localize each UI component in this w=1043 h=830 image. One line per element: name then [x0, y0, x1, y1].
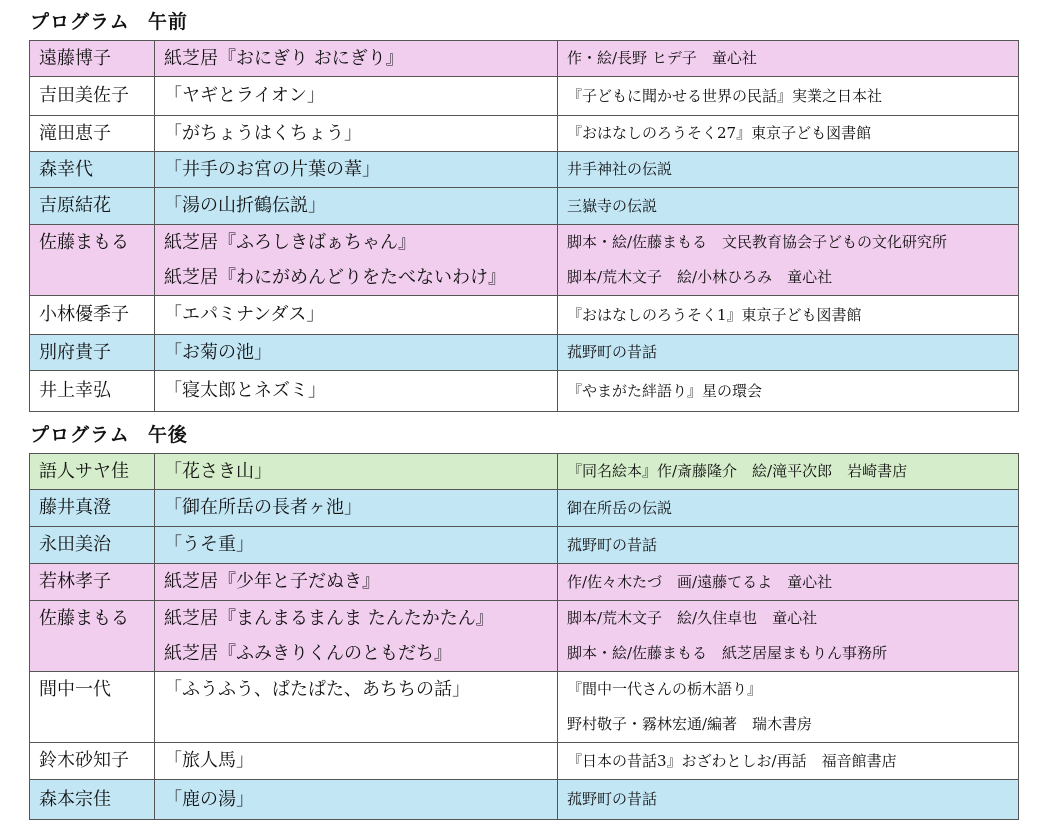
- source-cell: [558, 225, 1019, 296]
- source-credit: 菰野町の昔話: [567, 790, 658, 808]
- program-row: [30, 564, 1019, 601]
- performer-cell: [30, 188, 155, 225]
- title-cell: [155, 152, 558, 188]
- title-cell: [155, 743, 558, 780]
- performer-cell: [30, 672, 155, 743]
- source-cell: [558, 454, 1019, 490]
- story-title: 「湯の山折鶴伝説」: [164, 195, 326, 216]
- story-title: 「ヤギとライオン」: [164, 85, 325, 106]
- performer-cell: [30, 564, 155, 601]
- performer-cell: [30, 296, 155, 335]
- source-credit: 『日本の昔話3』おざわとしお/再話 福音館書店: [567, 752, 897, 770]
- performer-name: 佐藤まもる: [39, 608, 129, 629]
- story-title: 紙芝居『ふみきりくんのともだち』: [164, 643, 452, 664]
- program-row: [30, 41, 1019, 77]
- morning-program-table: [29, 40, 1019, 412]
- performer-cell: [30, 152, 155, 188]
- performer-cell: [30, 77, 155, 116]
- title-cell: [155, 188, 558, 225]
- performer-name: 井上幸弘: [39, 380, 111, 401]
- source-credit: 『同名絵本』作/斎藤隆介 絵/滝平次郎 岩崎書店: [567, 462, 908, 480]
- story-title: 紙芝居『まんまるまんま たんたかたん』: [164, 608, 494, 629]
- title-cell: [155, 77, 558, 116]
- performer-name: 森幸代: [39, 159, 93, 180]
- source-credit: 菰野町の昔話: [567, 536, 658, 554]
- source-cell: [558, 152, 1019, 188]
- source-credit: 脚本/荒木文子 絵/小林ひろみ 童心社: [567, 268, 833, 286]
- story-title: 「旅人馬」: [164, 750, 254, 771]
- program-row: [30, 188, 1019, 225]
- source-credit: 井手神社の伝説: [567, 160, 673, 178]
- afternoon-heading-program: プログラム: [30, 424, 130, 446]
- title-cell: [155, 296, 558, 335]
- title-cell: [155, 780, 558, 820]
- story-title: 「がちょうはくちょう」: [164, 123, 362, 144]
- story-title: 「寝太郎とネズミ」: [164, 380, 326, 401]
- source-cell: [558, 116, 1019, 152]
- story-title: 「お菊の池」: [164, 342, 272, 363]
- story-title: 紙芝居『ふろしきばぁちゃん』: [164, 232, 416, 253]
- title-cell: [155, 672, 558, 743]
- program-row: [30, 743, 1019, 780]
- program-row: [30, 152, 1019, 188]
- source-cell: [558, 780, 1019, 820]
- program-row: [30, 527, 1019, 564]
- source-credit: 『おはなしのろうそく27』東京子ども図書館: [567, 124, 872, 142]
- source-credit: 御在所岳の伝説: [567, 499, 673, 517]
- title-cell: [155, 371, 558, 412]
- source-credit: 作・絵/長野 ヒデ子 童心社: [567, 49, 757, 67]
- performer-cell: [30, 335, 155, 371]
- program-row: [30, 296, 1019, 335]
- performer-name: 滝田恵子: [39, 123, 111, 144]
- program-row: [30, 601, 1019, 672]
- afternoon-program-table: [29, 453, 1019, 820]
- morning-heading-time: 午前: [147, 11, 188, 33]
- source-cell: [558, 296, 1019, 335]
- title-cell: [155, 41, 558, 77]
- source-credit: 三嶽寺の伝説: [567, 197, 658, 215]
- story-title: 「ふうふう、ぱたぱた、あちちの話」: [164, 679, 470, 700]
- program-row: [30, 780, 1019, 820]
- title-cell: [155, 454, 558, 490]
- performer-cell: [30, 780, 155, 820]
- program-row: [30, 225, 1019, 296]
- performer-name: 吉田美佐子: [39, 85, 129, 106]
- title-cell: [155, 335, 558, 371]
- source-cell: [558, 490, 1019, 527]
- program-row: [30, 490, 1019, 527]
- source-credit: 『やまがた絆語り』星の環会: [567, 382, 763, 400]
- program-row: [30, 672, 1019, 743]
- performer-name: 語人サヤ佳: [39, 461, 129, 482]
- title-cell: [155, 527, 558, 564]
- afternoon-heading-time: 午後: [147, 424, 188, 446]
- performer-name: 森本宗佳: [39, 789, 111, 810]
- performer-name: 永田美治: [39, 534, 111, 555]
- source-cell: [558, 77, 1019, 116]
- performer-name: 間中一代: [39, 679, 111, 700]
- title-cell: [155, 564, 558, 601]
- source-credit: 菰野町の昔話: [567, 343, 658, 361]
- source-credit: 作/佐々木たづ 画/遠藤てるよ 童心社: [567, 573, 833, 591]
- source-credit: 『間中一代さんの栃木語り』: [567, 680, 763, 698]
- performer-cell: [30, 116, 155, 152]
- program-row: [30, 371, 1019, 412]
- source-credit: 『おはなしのろうそく1』東京子ども図書館: [567, 306, 862, 324]
- story-title: 「井手のお宮の片葉の葦」: [164, 159, 380, 180]
- performer-name: 遠藤博子: [39, 48, 111, 69]
- story-title: 紙芝居『わにがめんどりをたべないわけ』: [164, 267, 506, 288]
- performer-name: 佐藤まもる: [39, 232, 129, 253]
- performer-name: 別府貴子: [39, 342, 111, 363]
- source-credit: 『子どもに聞かせる世界の民話』実業之日本社: [567, 87, 883, 105]
- source-cell: [558, 371, 1019, 412]
- program-row: [30, 335, 1019, 371]
- source-cell: [558, 41, 1019, 77]
- source-credit: 脚本・絵/佐藤まもる 紙芝居屋まもりん事務所: [567, 644, 888, 662]
- story-title: 「御在所岳の長者ヶ池」: [164, 497, 362, 518]
- source-cell: [558, 743, 1019, 780]
- title-cell: [155, 601, 558, 672]
- afternoon-heading: [30, 420, 188, 447]
- source-cell: [558, 188, 1019, 225]
- morning-heading: [30, 7, 188, 34]
- performer-cell: [30, 527, 155, 564]
- performer-name: 藤井真澄: [39, 497, 111, 518]
- source-credit: 野村敬子・霧林宏通/編著 瑞木書房: [567, 715, 813, 733]
- title-cell: [155, 225, 558, 296]
- performer-cell: [30, 371, 155, 412]
- performer-cell: [30, 225, 155, 296]
- program-row: [30, 116, 1019, 152]
- performer-cell: [30, 41, 155, 77]
- story-title: 「花さき山」: [164, 461, 272, 482]
- performer-name: 鈴木砂知子: [39, 750, 129, 771]
- source-cell: [558, 564, 1019, 601]
- source-cell: [558, 527, 1019, 564]
- performer-name: 吉原結花: [39, 195, 111, 216]
- performer-cell: [30, 454, 155, 490]
- performer-cell: [30, 601, 155, 672]
- performer-cell: [30, 743, 155, 780]
- source-cell: [558, 335, 1019, 371]
- title-cell: [155, 116, 558, 152]
- story-title: 紙芝居『おにぎり おにぎり』: [164, 48, 404, 69]
- morning-heading-program: プログラム: [30, 11, 130, 33]
- performer-name: 若林孝子: [39, 571, 111, 592]
- program-row: [30, 454, 1019, 490]
- performer-cell: [30, 490, 155, 527]
- title-cell: [155, 490, 558, 527]
- story-title: 「エパミナンダス」: [164, 304, 325, 325]
- source-cell: [558, 672, 1019, 743]
- source-cell: [558, 601, 1019, 672]
- source-credit: 脚本・絵/佐藤まもる 文民教育協会子どもの文化研究所: [567, 233, 948, 251]
- story-title: 「鹿の湯」: [164, 789, 254, 810]
- story-title: 紙芝居『少年と子だぬき』: [164, 571, 380, 592]
- story-title: 「うそ重」: [164, 534, 254, 555]
- performer-name: 小林優季子: [39, 304, 129, 325]
- program-row: [30, 77, 1019, 116]
- source-credit: 脚本/荒木文子 絵/久住卓也 童心社: [567, 609, 818, 627]
